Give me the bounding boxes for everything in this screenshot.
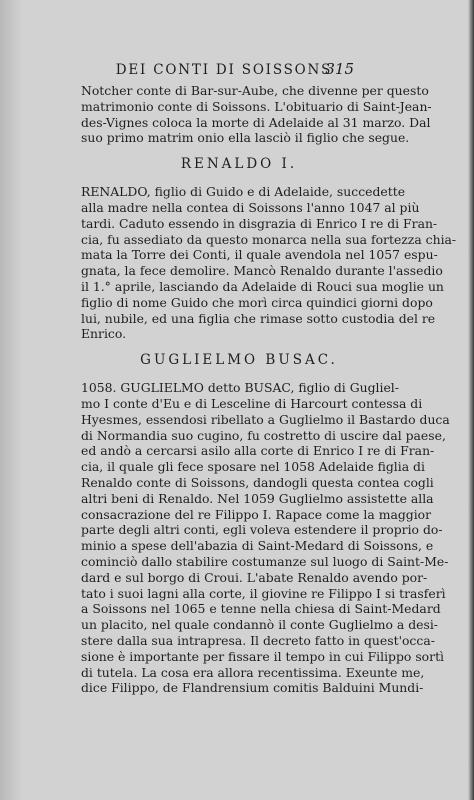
text-line: di tutela. La cosa era allora recentissima. Exeunte me, (81, 664, 425, 680)
page-body (81, 83, 457, 696)
text-line: stere dalla sua intrapresa. Il decreto fatto in quest'occa- (81, 632, 435, 648)
text-line: a Soissons nel 1065 e tenne nella chiesa di Saint-Medard (81, 601, 441, 617)
text-line: ed andò a cercarsi asilo alla corte di Enrico I re di Fran- (81, 443, 435, 459)
text-line: cominciò dallo stabilire costumanze sul luogo di Saint-Me- (81, 553, 449, 569)
text-line: altri beni di Renaldo. Nel 1059 Guglielmo assistette alla (81, 490, 434, 506)
text-line: cia, fu assediato da questo monarca nella sua fortezza chia- (81, 231, 457, 247)
paragraph (81, 380, 450, 696)
text-line: mata la Torre dei Conti, il quale avendola nel 1057 espu- (81, 247, 438, 263)
text-line: figlio di nome Guido che morì circa quindici giorni dopo (81, 294, 433, 310)
text-line: des-Vignes coloca la morte di Adelaide al 31 marzo. Dal (81, 114, 431, 130)
text-line: gnata, la fece demolire. Mancò Renaldo durante l'assedio (81, 263, 443, 279)
text-line: sione è importante per fissare il tempo in cui Filippo sortì (81, 648, 445, 664)
text-line: Notcher conte di Bar-sur-Aube, che divenne per questo (81, 83, 429, 98)
text-line: Enrico. (81, 326, 127, 342)
text-line: RENALDO, figlio di Guido e di Adelaide, succedette (81, 184, 406, 200)
text-line: alla madre nella contea di Soissons l'anno 1047 al più (81, 199, 420, 215)
text-line: parte degli altri conti, egli voleva estendere il proprio do- (81, 522, 443, 538)
text-line: tardi. Caduto essendo in disgrazia di Enrico I re di Fran- (81, 215, 438, 231)
text-line: un placito, nel quale condannò il conte Guglielmo a desi- (81, 617, 438, 633)
text-line: il 1.° aprile, lasciando da Adelaide di Rouci sua moglie un (81, 278, 444, 294)
text-line: matrimonio conte di Soissons. L'obituario di Saint-Jean- (81, 98, 432, 114)
text-line: mo I conte d'Eu e di Lesceline di Harcourt contessa di (81, 395, 423, 411)
text-line: tato i suoi lagni alla corte, il giovine re Filippo I si trasferì (81, 585, 446, 601)
page-gutter (0, 0, 22, 800)
text-line: minio a spese dell'abazia di Saint-Medard di Soissons, e (81, 538, 434, 554)
page-number: 315 (325, 60, 354, 78)
text-line: Hyesmes, essendosi ribellato a Guglielmo il Bastardo duca (81, 411, 450, 427)
text-line: 1058. GUGLIELMO detto BUSAC, figlio di Gugliel- (81, 380, 399, 396)
text-line: dice Filippo, de Flandrensium comitis Balduini Mundi- (81, 680, 424, 696)
text-line: dard e sul borgo di Croui. L'abate Renaldo avendo por- (81, 569, 428, 585)
running-header: DEI CONTI DI SOISSONS (115, 62, 333, 78)
text-line: Renaldo conte di Soissons, dandogli questa contea cogli (81, 474, 434, 490)
text-line: di Normandia suo cugino, fu costretto di uscire dal paese, (81, 427, 446, 443)
section-title: RENALDO I. (180, 156, 298, 173)
page-edge-shadow (468, 0, 474, 800)
paragraph (81, 184, 457, 342)
text-line: consacrazione del re Filippo I. Rapace come la maggior (81, 506, 432, 522)
section-title: GUGLIELMO BUSAC. (140, 352, 338, 369)
text-line: cia, il quale gli fece sposare nel 1058 Adelaide figlia di (81, 459, 425, 475)
paragraph (81, 83, 432, 146)
text-line: suo primo matrim onio ella lasciò il figlio che segue. (81, 130, 410, 146)
text-line: lui, nubile, ed una figlia che rimase sotto custodia del re (81, 310, 436, 326)
